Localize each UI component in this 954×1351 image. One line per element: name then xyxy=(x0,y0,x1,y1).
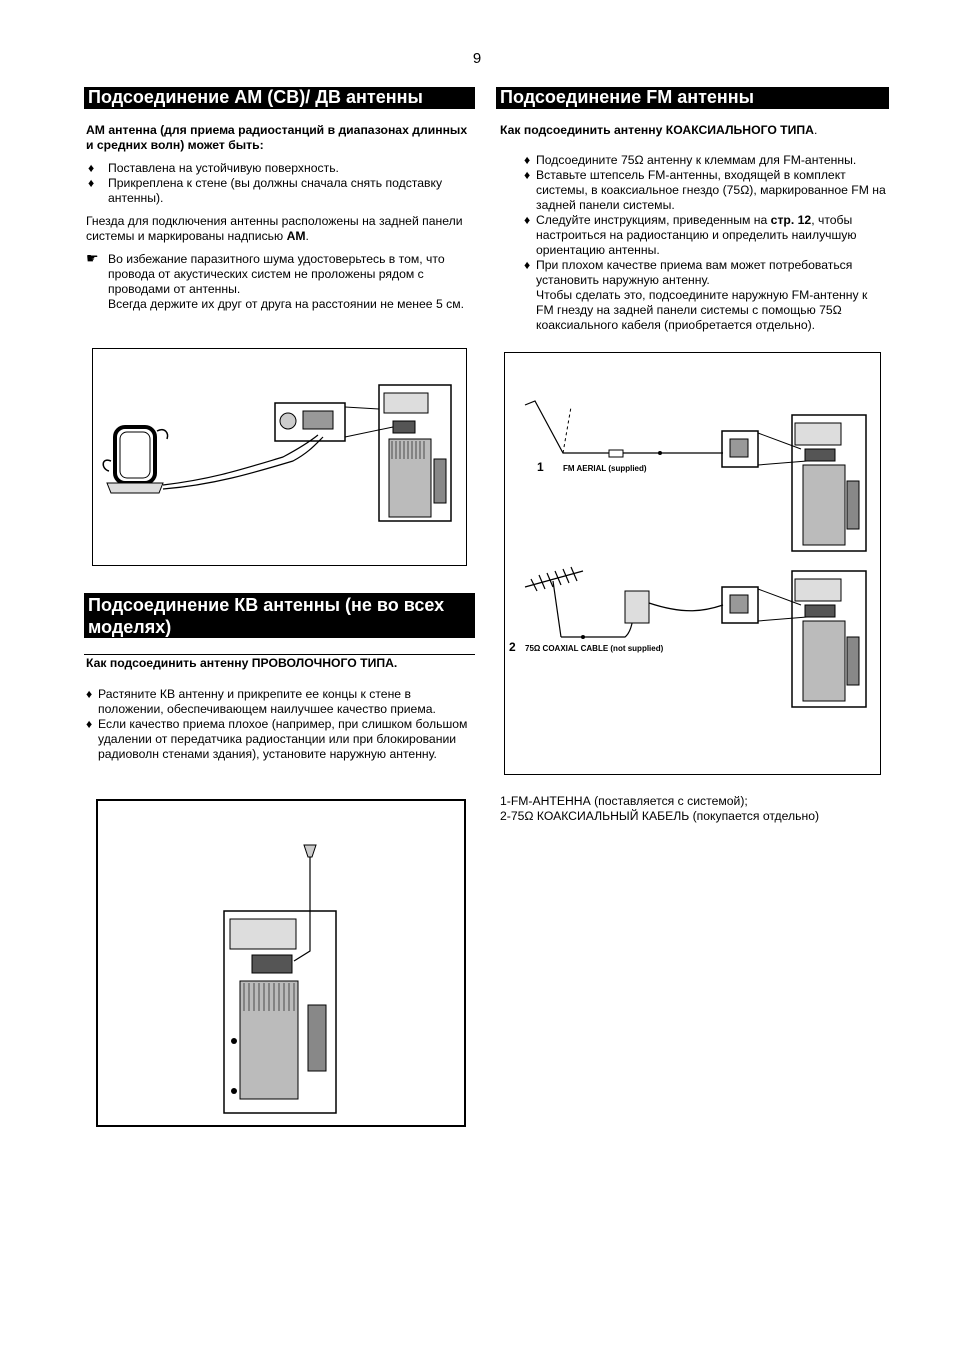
back-panel-speaker-terminals xyxy=(434,459,446,503)
am-bullet: ♦ Поставлена на устойчивую поверхность. xyxy=(88,161,339,175)
zoom-callout-pointer xyxy=(345,407,379,409)
fm-section-title: Подсоединение FM антенны xyxy=(496,87,889,109)
fm-bullet: ♦ Подсоедините 75Ω антенну к клеммам для FM-антенны. xyxy=(524,153,857,167)
bullet-diamond-icon: ♦ xyxy=(524,213,531,227)
kv-bullet: ♦ Если качество приема плохое (например, при слишком большом удалении от передатчика радиостанции или при блокировании радиоволн стенами здания), установите наружную антенну. xyxy=(86,717,468,761)
kv-section-title: Подсоединение КВ антенны (не во всех моделях) xyxy=(84,593,475,638)
back-panel-label-plate xyxy=(795,579,841,601)
back-panel-antenna-jacks xyxy=(393,421,415,433)
fm-bullet: ♦ При плохом качестве приема вам может потребоваться установить наружную антенну. Чтобы сделать это, подсоедините наружную FM-антенну к FM гнезду на задней панели системы с помощью 75Ω коаксиального кабеля (приобретается отдельно). xyxy=(524,258,868,332)
am-antenna-figure xyxy=(92,348,467,566)
figure-label-fm-aerial: FM AERIAL (supplied) xyxy=(563,464,647,473)
am-note: ☛ Во избежание паразитного шума удостоверьтесь в том, что провода от акустических систем не проложены рядом с проводами от антенны. Всегда держите их друг от друга на расстоянии не менее 5 см. xyxy=(86,250,464,311)
back-panel-label-plate xyxy=(795,423,841,445)
page-number: 9 xyxy=(472,50,482,67)
bullet-diamond-icon: ♦ xyxy=(524,168,531,182)
kv-antenna-figure xyxy=(96,799,466,1127)
bullet-diamond-icon: ♦ xyxy=(524,258,531,272)
bullet-diamond-icon: ♦ xyxy=(88,176,95,190)
fm-aerial-wire xyxy=(525,401,609,453)
kv-antenna-illustration xyxy=(98,801,464,1125)
back-panel-antenna-jacks xyxy=(805,605,835,617)
figure-number-1: 1 xyxy=(537,460,544,474)
rotate-arrow-icon xyxy=(157,430,168,439)
am-terminal-shape xyxy=(303,411,333,429)
kv-subtitle: Как подсоединить антенну ПРОВОЛОЧНОГО ТИПА. xyxy=(86,656,398,670)
rotate-arrow-icon xyxy=(103,460,111,471)
am-antenna-illustration xyxy=(93,349,466,565)
back-panel-speaker-terminals xyxy=(308,1005,326,1071)
fm-text-block xyxy=(500,123,886,333)
matching-transformer-shape xyxy=(625,591,649,623)
back-panel-speaker-terminals xyxy=(847,637,859,685)
loop-antenna-stand xyxy=(107,483,163,493)
am-text-block xyxy=(86,123,470,312)
caption-line: 1-FM-АНТЕННА (поставляется с системой); xyxy=(500,794,748,808)
am-bullet: ♦ Прикреплена к стене (вы должны сначала снять подставку антенны). xyxy=(88,176,443,205)
back-panel-antenna-jacks xyxy=(805,449,835,461)
pointing-hand-icon: ☛ xyxy=(86,250,99,266)
back-panel-heatsink xyxy=(389,439,431,517)
coaxial-cable xyxy=(561,601,635,637)
bullet-diamond-icon: ♦ xyxy=(88,161,95,175)
kv-bullet: ♦ Растяните КВ антенну и прикрепите ее концы к стене в положении, обеспечивающем наилучшее качество приема. xyxy=(86,687,436,716)
fm-jack-shape xyxy=(730,439,748,457)
fm-jack-shape xyxy=(730,595,748,613)
back-panel-antenna-jacks xyxy=(252,955,292,973)
kv-text-block xyxy=(86,656,474,762)
figure-number-2: 2 xyxy=(509,640,516,654)
caption-line: 2-75Ω КОАКСИАЛЬНЫЙ КАБЕЛЬ (покупается отдельно) xyxy=(500,809,820,823)
outdoor-antenna-icon xyxy=(525,567,583,637)
fm-antenna-figure xyxy=(504,352,881,775)
back-panel-label-plate xyxy=(384,393,428,413)
figure-label-coaxial-cable: 75Ω COAXIAL CABLE (not supplied) xyxy=(525,644,664,653)
fm-aerial-plug xyxy=(609,450,623,457)
am-intro: АМ антенна (для приема радиостанций в диапазонах длинных и средних волн) может быть: xyxy=(86,123,468,152)
fm-figure-caption xyxy=(500,794,886,824)
fm-jack-shape xyxy=(280,413,296,429)
kv-wire-clip-icon xyxy=(304,845,316,857)
fm-antenna-illustration xyxy=(505,353,880,774)
bullet-diamond-icon: ♦ xyxy=(86,687,93,701)
bullet-diamond-icon: ♦ xyxy=(86,717,93,731)
back-panel-heatsink xyxy=(803,621,845,701)
am-section-title: Подсоединение АМ (СВ)/ ДВ антенны xyxy=(84,87,475,109)
am-paragraph: Гнезда для подключения антенны расположены на задней панели системы и маркированы надписью АМ. xyxy=(86,214,463,243)
fm-bullet: ♦ Вставьте штепсель FM-антенны, входящей в комплект системы, в коаксиальное гнездо (75Ω), маркированное FM на задней панели системы. xyxy=(524,168,886,212)
kv-divider xyxy=(84,654,475,655)
back-panel-label-plate xyxy=(230,919,296,949)
back-panel-speaker-terminals xyxy=(847,481,859,529)
fm-subtitle: Как подсоединить антенну КОАКСИАЛЬНОГО ТИПА. xyxy=(500,123,818,137)
bullet-diamond-icon: ♦ xyxy=(524,153,531,167)
fm-bullet: ♦ Следуйте инструкциям, приведенным на стр. 12, чтобы настроиться на радиостанцию и определить наилучшую ориентацию антенны. xyxy=(524,213,857,257)
back-panel-heatsink xyxy=(803,465,845,545)
